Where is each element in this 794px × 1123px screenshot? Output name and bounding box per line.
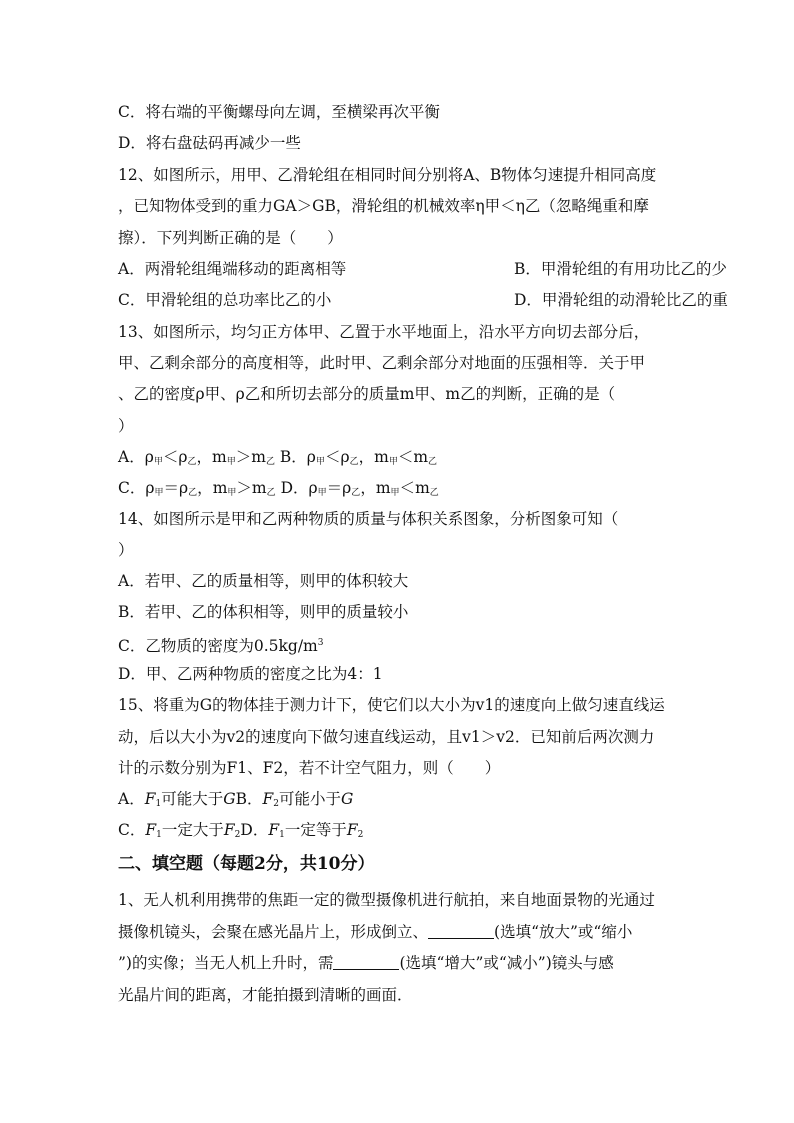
q13-stem-line-1: 13、如图所示，均匀正方体甲、乙置于水平地面上，沿水平方向切去部分后， — [118, 323, 650, 341]
q12-option-d: D．甲滑轮组的动滑轮比乙的重 — [514, 291, 728, 309]
q15-options-cd — [118, 820, 694, 845]
q15-option-a: A．$F_1$可能大于G — [118, 790, 236, 809]
q15-options-ab — [118, 789, 694, 814]
q15-option-d: D．$F_1$一定等于$F_2$ — [240, 821, 364, 840]
q14-option-b: B．若甲、乙的体积相等，则甲的质量较小 — [118, 603, 409, 621]
q13-option-d: D．$\rho_甲=\rho_乙$，$m_甲<m_乙$ — [280, 479, 439, 498]
q15-stem-line-2: 动，后以大小为v2的速度向下做匀速直线运动，且v1＞v2．已知前后两次测力 — [118, 728, 655, 746]
q13-option-a: A．$\rho_甲<\rho_乙$，$m_甲>m_乙$ — [118, 448, 275, 467]
q14-stem-line-1: 14、如图所示是甲和乙两种物质的质量与体积关系图象，分析图象可知（ — [118, 510, 619, 528]
fill1-line-3: ”)的实像；当无人机上升时，需 (选填“增大”或“减小”)镜头与感 — [118, 954, 614, 972]
q12-option-a: A．两滑轮组绳端移动的距离相等 — [118, 260, 347, 278]
q13-stem-line-3: 、乙的密度ρ甲、ρ乙和所切去部分的质量m甲、m乙的判断，正确的是（ — [118, 385, 616, 403]
q15-option-c: C．$F_1$一定大于$F_2$ — [118, 821, 241, 840]
q13-option-c: C．$\rho_甲=\rho_乙$，$m_甲>m_乙$ — [118, 479, 276, 498]
q12-stem-line-3: 擦）．下列判断正确的是（ ） — [118, 229, 343, 247]
q14-option-a: A．若甲、乙的质量相等，则甲的体积较大 — [118, 572, 409, 590]
fill1-line-4: 光晶片间的距离，才能拍摄到清晰的画面． — [118, 986, 413, 1004]
q12-options-cd — [118, 290, 728, 310]
q12-option-c: C．甲滑轮组的总功率比乙的小 — [118, 291, 332, 309]
fill1-line-1: 1、无人机利用携带的焦距一定的微型摄像机进行航拍，来自地面景物的光通过 — [118, 891, 655, 909]
q15-stem-line-1: 15、将重为G的物体挂于测力计下，使它们以大小为v1的速度向上做匀速直线运 — [118, 696, 665, 714]
q13-option-b: B．$\rho_甲<\rho_乙$，$m_甲<m_乙$ — [279, 448, 438, 467]
q12-option-b: B．甲滑轮组的有用功比乙的少 — [514, 260, 727, 278]
q12-options-ab — [118, 259, 727, 279]
q15-option-b: B．$F_2$可能小于G — [235, 790, 354, 809]
section-2-heading: 二、填空题（每题2分，共10分） — [118, 854, 375, 874]
q12-stem-line-1: 12、如图所示，用甲、乙滑轮组在相同时间分别将A、B物体匀速提升相同高度 — [118, 166, 657, 184]
q14-stem-line-2: ） — [118, 541, 134, 559]
q13-stem-line-4: ） — [118, 417, 134, 435]
q11-option-d: D．将右盘砝码再减少一些 — [118, 134, 301, 152]
fill1-line-2: 摄像机镜头，会聚在感光晶片上，形成倒立、 (选填“放大”或“缩小 — [118, 923, 633, 941]
answer-blank-1[interactable] — [428, 924, 494, 939]
q15-stem-line-3: 计的示数分别为F1、F2，若不计空气阻力，则（ ） — [118, 759, 501, 777]
q11-option-c: C．将右端的平衡螺母向左调，至横梁再次平衡 — [118, 103, 440, 121]
answer-blank-2[interactable] — [333, 955, 399, 970]
q13-options-ab — [118, 447, 694, 472]
q13-stem-line-2: 甲、乙剩余部分的高度相等，此时甲、乙剩余部分对地面的压强相等．关于甲 — [118, 354, 646, 372]
q12-stem-line-2: ，已知物体受到的重力GA＞GB，滑轮组的机械效率η甲＜η乙（忽略绳重和摩 — [118, 197, 649, 215]
q13-options-cd — [118, 478, 694, 503]
q14-option-c: C．乙物质的密度为$0.5kg/m^3$ — [118, 637, 324, 655]
q14-option-d: D．甲、乙两种物质的密度之比为4：1 — [118, 665, 383, 683]
